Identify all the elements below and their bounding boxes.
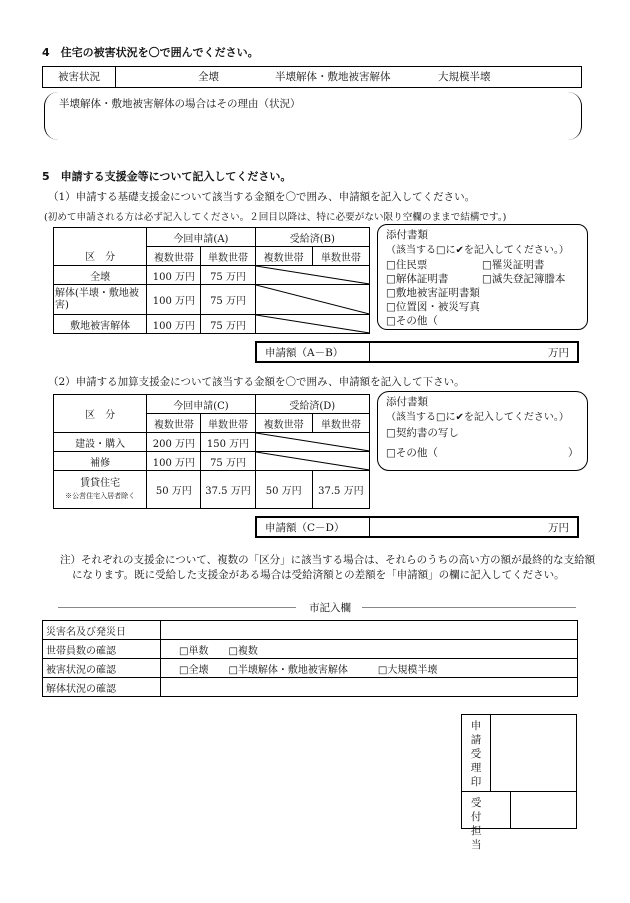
attach-checkbox-ichizu[interactable]: □位置図・被災写真 [386, 301, 480, 313]
rental-multi[interactable]: 50 万円 [147, 471, 201, 509]
city-row-value[interactable] [161, 678, 578, 697]
additional-sub-recv-single: 単数世帯 [312, 414, 369, 433]
city-rule-right [362, 607, 576, 608]
basic-row-label: 解体(半壊・敷地被害) [54, 285, 147, 315]
basic-note: (初めて申請される方は必ず記入してください。２回目以降は、特に必要がない限り空欄のままで結構です。) [44, 212, 507, 223]
city-title: 市記入欄 [309, 602, 351, 614]
attach-checkbox-other[interactable]: □その他（ [386, 315, 438, 327]
basic-attachments-hint: （該当する□に✔を記入してください。） [386, 245, 569, 256]
attach-checkbox-kaitai[interactable]: □解体証明書 [386, 273, 449, 285]
basic-row-received-blank [255, 285, 369, 315]
additional-current-header: 今回申請(C) [147, 395, 255, 414]
receipt-staff-label: 受付担当 [471, 797, 488, 851]
basic-row-multi[interactable]: 100 万円 [147, 285, 201, 315]
city-row-value[interactable] [161, 621, 578, 640]
basic-row-single[interactable]: 75 万円 [201, 315, 255, 334]
basic-row-received-blank [255, 266, 369, 285]
rental-note: ※公営住宅入居者除く [65, 491, 136, 500]
basic-row-single[interactable]: 75 万円 [201, 285, 255, 315]
basic-row-multi[interactable]: 100 万円 [147, 315, 201, 334]
damage-status-label: 被害状況 [43, 67, 116, 87]
additional-row-single[interactable]: 150 万円 [201, 433, 255, 452]
divider [369, 343, 370, 361]
other-close-paren: ） [568, 447, 579, 459]
receipt-stamp-label: 申請受理印 [470, 720, 482, 788]
receipt-stamp-box [461, 714, 577, 851]
section4-heading: 4 住宅の被害状況を〇で囲んでください。 [42, 46, 259, 59]
damage-option-daikibo[interactable]: 大規模半壊 [438, 71, 491, 83]
receipt-stamp-label-cell [462, 715, 491, 792]
basic-row-label: 全壊 [54, 266, 147, 285]
additional-sub-single: 単数世帯 [201, 414, 255, 433]
receipt-staff-label-cell [462, 792, 511, 851]
basic-sub-multi: 複数世帯 [147, 247, 201, 266]
basic-row-label: 敷地被害解体 [54, 315, 147, 334]
basic-sub-single: 単数世帯 [201, 247, 255, 266]
additional-row-label: 補修 [54, 452, 147, 471]
basic-row-multi[interactable]: 100 万円 [147, 266, 201, 285]
rental-recv-single[interactable]: 37.5 万円 [312, 471, 369, 509]
attach-checkbox-messhitsu[interactable]: □滅失登記簿謄本 [482, 273, 566, 285]
divider [369, 518, 370, 536]
attach-checkbox-risai[interactable]: □罹災証明書 [482, 259, 545, 271]
additional-amount-unit: 万円 [548, 522, 569, 534]
footnote: 注）それぞれの支援金について、複数の「区分」に該当する場合は、それらのうちの高い方の額が最終的な支給額になります。既に受給した支援金がある場合は受給済額との差額を「申請額」の欄に記入してください。 [60, 554, 596, 581]
basic-row-single[interactable]: 75 万円 [201, 266, 255, 285]
receipt-stamp-area[interactable] [490, 715, 576, 792]
additional-row-multi[interactable]: 100 万円 [147, 452, 201, 471]
basic-sub-recv-multi: 複数世帯 [255, 247, 312, 266]
attach-checkbox-juminhyo[interactable]: □住民票 [386, 259, 428, 271]
additional-attachments-title: 添付書類 [386, 396, 428, 408]
basic-row-received-blank [255, 315, 369, 334]
additional-row-multi[interactable]: 200 万円 [147, 433, 201, 452]
attach-checkbox-contract[interactable]: □契約書の写し [386, 427, 459, 439]
basic-amount-field[interactable] [255, 341, 579, 363]
damage-option-hankai[interactable]: 半壊解体・敷地被害解体 [275, 71, 391, 83]
basic-attachments-title: 添付書類 [386, 229, 428, 241]
rental-label: 賃貸住宅 [80, 477, 121, 489]
additional-attachments-box [377, 391, 588, 471]
city-row-label: 被害状況の確認 [43, 659, 161, 678]
additional-received-header: 受給済(D) [255, 395, 369, 414]
attach-checkbox-shikichi[interactable]: □敷地被害証明書類 [386, 287, 480, 299]
city-row-label: 世帯員数の確認 [43, 640, 161, 659]
city-rule-left [58, 607, 296, 608]
additional-support-table [53, 394, 370, 509]
additional-row-received-blank [255, 433, 369, 452]
basic-current-header: 今回申請(A) [147, 228, 255, 247]
additional-instruction: （2）申請する加算支援金について該当する金額を〇で囲み、申請額を記入して下さい。 [48, 376, 465, 388]
additional-attachments-hint: （該当する□に✔を記入してください。） [386, 412, 569, 423]
basic-received-header: 受給済(B) [255, 228, 369, 247]
additional-row-label: 建設・購入 [54, 433, 147, 452]
basic-amount-label: 申請額（A－B） [265, 347, 344, 359]
reason-bracket-box[interactable] [44, 92, 582, 140]
rental-cell [54, 471, 147, 509]
city-row-label: 解体状況の確認 [43, 678, 161, 697]
basic-support-table [53, 227, 370, 334]
city-row-value[interactable]: □全壊 □半壊解体・敷地被害解体 □大規模半壊 [161, 659, 578, 678]
damage-status-row [42, 66, 582, 88]
additional-sub-multi: 複数世帯 [147, 414, 201, 433]
section5-heading: 5 申請する支援金等について記入してください。 [42, 170, 292, 183]
receipt-staff-area[interactable] [510, 792, 576, 828]
additional-amount-label: 申請額（C－D） [265, 522, 345, 534]
basic-category-header: 区 分 [54, 228, 147, 266]
city-row-label: 災害名及び発災日 [43, 621, 161, 640]
additional-sub-recv-multi: 複数世帯 [255, 414, 312, 433]
additional-category-header: 区 分 [54, 395, 147, 433]
basic-attachments-box [377, 224, 588, 330]
additional-row-single[interactable]: 75 万円 [201, 452, 255, 471]
additional-row-received-blank [255, 452, 369, 471]
basic-instruction: （1）申請する基礎支援金について該当する金額を〇で囲み、申請額を記入してください。 [48, 191, 476, 203]
damage-option-zenkai[interactable]: 全壊 [198, 71, 219, 83]
city-row-value[interactable]: □単数 □複数 [161, 640, 578, 659]
reason-label: 半壊解体・敷地被害解体の場合はその理由（状況） [59, 98, 301, 110]
attach-checkbox-other2[interactable]: □その他（ [386, 447, 438, 459]
additional-amount-field[interactable] [255, 516, 579, 538]
city-table [42, 620, 578, 697]
basic-amount-unit: 万円 [548, 347, 569, 359]
rental-single[interactable]: 37.5 万円 [201, 471, 255, 509]
basic-sub-recv-single: 単数世帯 [312, 247, 369, 266]
rental-recv-multi[interactable]: 50 万円 [255, 471, 312, 509]
